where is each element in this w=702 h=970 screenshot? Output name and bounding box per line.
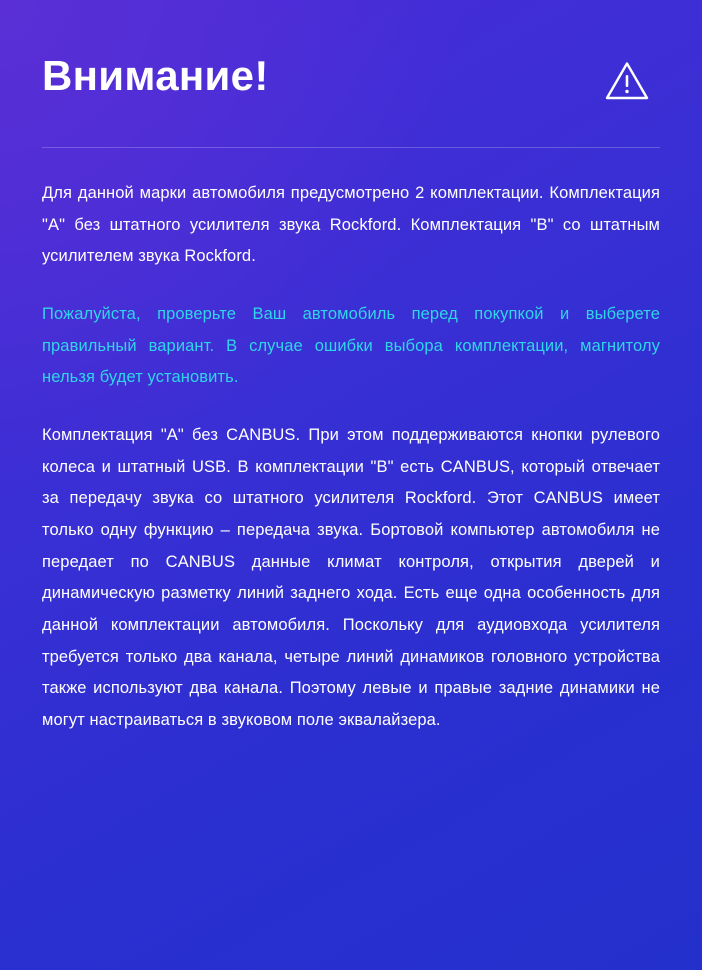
header-divider (42, 147, 660, 148)
paragraph-canbus-details: Комплектация "А" без CANBUS. При этом поддерживаются кнопки рулевого колеса и штатный USB. В комплектации "В" есть CANBUS, который отвечает за передачу звука со штатного усилителя Rockford. Этот CANBUS имеет только одну функцию – передача звука. Бортовой компьютер автомобиля не передает по CANBUS данные климат контроля, открытия дверей и динамическую разметку линий заднего хода. Есть еще одна особенность для данной комплектации автомобиля. Поскольку для аудиовхода усилителя требуется только два канала, четыре линий динамиков головного устройства также используют два канала. Поэтому левые и правые задние динамики не могут настраиваться в звуковом поле эквалайзера. (42, 426, 660, 730)
notice-body (42, 178, 660, 737)
warning-triangle-icon (604, 60, 650, 107)
page-title: Внимание! (42, 52, 269, 99)
paragraph-intro: Для данной марки автомобиля предусмотрено 2 комплектации. Комплектация "А" без штатного усилителя звука Rockford. Комплектация "В" со штатным усилителем звука Rockford. (42, 184, 660, 266)
page-header (42, 44, 660, 107)
paragraph-check-notice: Пожалуйста, проверьте Ваш автомобиль перед покупкой и выберете правильный вариант. В случае ошибки выбора комплектации, магнитолу нельзя будет установить. (42, 305, 660, 387)
